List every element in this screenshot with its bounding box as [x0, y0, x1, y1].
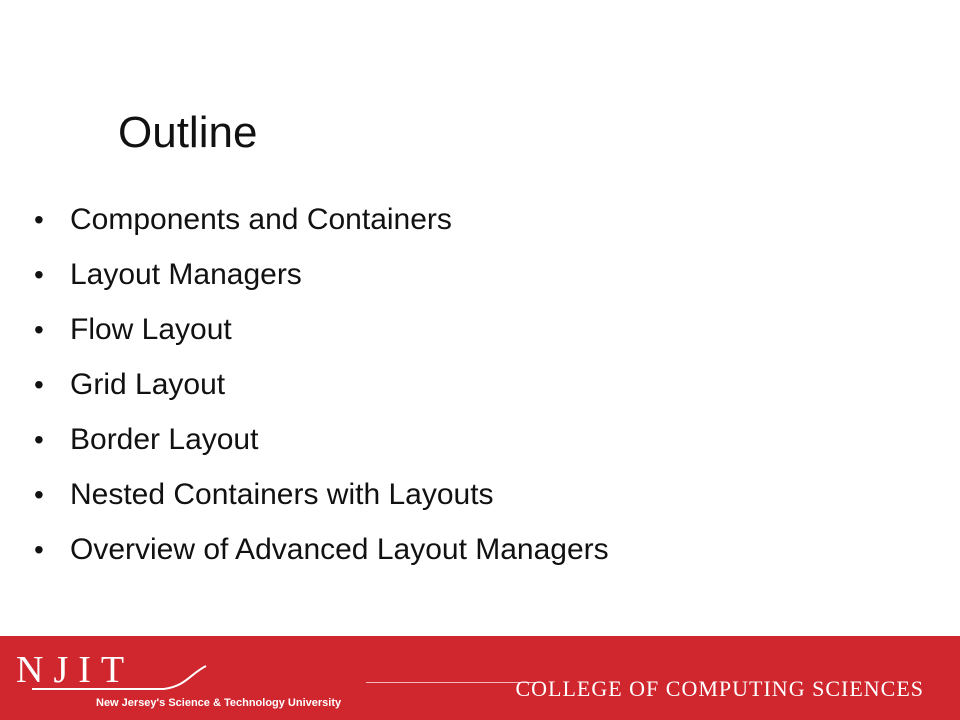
- bullet-text: Grid Layout: [70, 367, 226, 401]
- bullet-item: [34, 412, 609, 467]
- bullet-dot: •: [34, 368, 44, 400]
- njit-logo-tagline: New Jersey's Science & Technology University: [96, 697, 342, 709]
- slide-title: Outline: [118, 108, 258, 157]
- bullet-dot: •: [34, 258, 44, 290]
- bullet-item: [34, 192, 609, 247]
- logo-swoosh: [164, 666, 206, 689]
- bullet-dot: •: [34, 478, 44, 510]
- njit-logo: [14, 646, 354, 710]
- bullet-dot: •: [34, 423, 44, 455]
- bullet-text: Layout Managers: [70, 257, 302, 291]
- bullet-item: [34, 247, 609, 302]
- bullet-item: [34, 522, 609, 577]
- bullet-text: Flow Layout: [70, 312, 232, 346]
- college-name: COLLEGE OF COMPUTING SCIENCES: [515, 676, 924, 701]
- bullet-dot: •: [34, 313, 44, 345]
- bullet-dot: •: [34, 203, 44, 235]
- bullet-item: [34, 357, 609, 412]
- bullet-dot: •: [34, 533, 44, 565]
- njit-logo-graphic: [14, 646, 354, 710]
- bullet-list: [34, 192, 609, 577]
- bullet-text: Components and Containers: [70, 202, 452, 236]
- bullet-text: Border Layout: [70, 422, 259, 456]
- bullet-item: [34, 467, 609, 522]
- bullet-text: Overview of Advanced Layout Managers: [70, 532, 609, 566]
- footer-banner: [0, 636, 960, 720]
- bullet-item: [34, 302, 609, 357]
- njit-logo-wordmark: NJIT: [16, 649, 135, 691]
- bullet-text: Nested Containers with Layouts: [70, 477, 494, 511]
